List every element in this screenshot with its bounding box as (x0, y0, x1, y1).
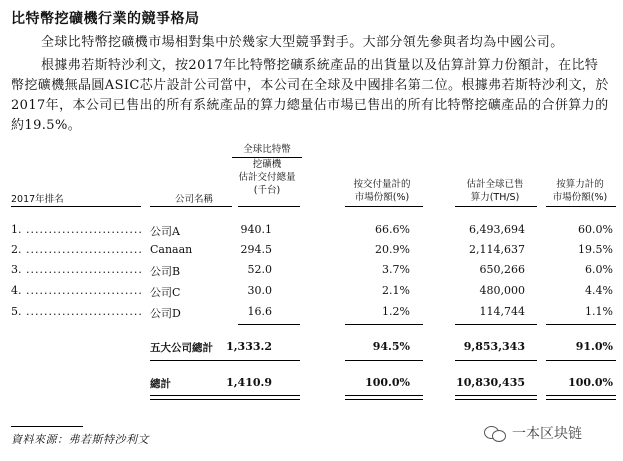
table-row (0, 243, 623, 261)
double-rule (345, 395, 423, 400)
header-delivered-share: 按交付量計的 市場份額(%) (353, 179, 411, 203)
hashrate-share-cell: 91.0% (575, 340, 613, 353)
hashrate-share-cell: 100.0% (568, 376, 613, 389)
rank-cell: 5. ..... (11, 305, 141, 318)
total-row (0, 376, 623, 394)
top5-row (0, 340, 623, 358)
header-rank: 2017年排名 (11, 194, 64, 205)
rule (11, 206, 141, 207)
hashrate-cell: 2,114,637 (469, 243, 525, 256)
hashrate-share-cell: 6.0% (585, 263, 613, 276)
source-note: 資料來源：弗若斯特沙利文 (11, 433, 149, 446)
company-cell: 公司D (150, 307, 181, 320)
rank-cell: 2. ..... (11, 243, 141, 256)
delivered-share-cell: 1.2% (382, 305, 410, 318)
rule (238, 360, 300, 361)
wechat-icon (484, 425, 506, 441)
rule (238, 324, 300, 325)
delivered-share-cell: 100.0% (365, 376, 410, 389)
table-row (0, 223, 623, 241)
delivered-cell: 1,410.9 (226, 376, 272, 389)
rule (546, 360, 616, 361)
delivered-share-cell: 66.6% (375, 223, 410, 236)
delivered-cell: 940.1 (240, 223, 272, 236)
header-hashrate: 估計全球已售 算力(TH/S) (466, 179, 524, 203)
section-heading: 比特幣挖礦機行業的競爭格局 (11, 11, 200, 27)
rule (345, 206, 423, 207)
hashrate-cell: 9,853,343 (463, 340, 525, 353)
rule (546, 206, 616, 207)
hashrate-share-cell: 60.0% (578, 223, 613, 236)
rule (455, 324, 537, 325)
company-cell: 公司C (150, 286, 181, 299)
hashrate-share-cell: 19.5% (578, 243, 613, 256)
double-rule (150, 395, 250, 400)
company-cell: 公司B (150, 265, 181, 278)
delivered-share-cell: 20.9% (375, 243, 410, 256)
hashrate-cell: 114,744 (479, 305, 525, 318)
top5-label: 五大公司總計 (150, 342, 213, 354)
header-company: 公司名稱 (175, 194, 214, 205)
paragraph-2: 根據弗若斯特沙利文，按2017年比特幣挖礦系統產品的出貨量以及估算計算力份額計，在比特幣挖礦機無晶圓ASIC芯片設計公司當中，本公司在全球及中國排名第二位。根據弗若斯特沙利文，於2017年，本公司已售出的所有系統產品的算力總量佔市場已售出的所有比特幣挖礦產品的合併算力的約19.5%。 (11, 58, 609, 133)
double-rule (546, 395, 616, 400)
header-delivered: 全球比特幣 挖礦機 估計交付總量 (千台) (232, 143, 302, 197)
delivered-cell: 294.5 (240, 243, 272, 256)
watermark (484, 423, 582, 443)
delivered-cell: 52.0 (247, 263, 272, 276)
rule (150, 206, 232, 207)
rule (345, 324, 423, 325)
rule (455, 206, 537, 207)
table-row (0, 284, 623, 302)
delivered-cell: 30.0 (247, 284, 272, 297)
delivered-cell: 16.6 (247, 305, 272, 318)
rule (238, 206, 300, 207)
rule (455, 360, 537, 361)
hashrate-share-cell: 4.4% (585, 284, 613, 297)
rule (546, 324, 616, 325)
rank-cell: 4. ..... (11, 284, 141, 297)
delivered-share-cell: 3.7% (382, 263, 410, 276)
watermark-text: 一本区块链 (512, 426, 582, 442)
company-cell: Canaan (150, 243, 193, 256)
company-cell: 公司A (150, 225, 180, 238)
delivered-share-cell: 94.5% (372, 340, 410, 353)
hashrate-cell: 650,266 (479, 263, 525, 276)
table-row (0, 263, 623, 281)
rule (345, 360, 423, 361)
hashrate-share-cell: 1.1% (585, 305, 613, 318)
hashrate-cell: 480,000 (479, 284, 525, 297)
delivered-share-cell: 2.1% (382, 284, 410, 297)
rule (150, 360, 250, 361)
delivered-cell: 1,333.2 (226, 340, 272, 353)
paragraph-1: 全球比特幣挖礦機市場相對集中於幾家大型競爭對手。大部分領先參與者均為中國公司。 (41, 35, 564, 50)
hashrate-cell: 10,830,435 (456, 376, 525, 389)
header-hashrate-share: 按算力計的 市場份額(%) (552, 179, 608, 203)
double-rule (455, 395, 537, 400)
source-rule (11, 426, 83, 427)
total-label: 總計 (150, 378, 171, 390)
rank-cell: 1. ..... (11, 223, 141, 236)
rank-cell: 3. ..... (11, 263, 141, 276)
table-row (0, 305, 623, 323)
hashrate-cell: 6,493,694 (469, 223, 525, 236)
double-rule (238, 395, 300, 400)
